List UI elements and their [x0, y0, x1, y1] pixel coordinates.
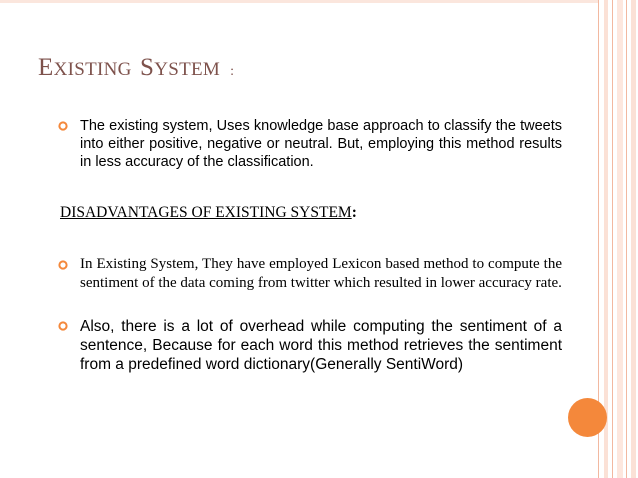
slide-title: [38, 46, 234, 83]
bullet-ring-icon: [58, 321, 68, 331]
bullet-ring-icon: [58, 260, 68, 270]
accent-circle: [568, 398, 607, 437]
decor-stripe: [612, 0, 613, 478]
section-heading-text: DISADVANTAGES OF EXISTING SYSTEM: [60, 204, 352, 221]
bullet-text: In Existing System, They have employed Lexicon based method to compute the sentiment of the data coming from twitter which resulted in lower accuracy rate.: [80, 256, 562, 291]
title-colon: :: [230, 64, 235, 79]
decor-stripe: [626, 0, 627, 478]
bullet-ring-icon: [58, 121, 68, 131]
title-rest: XISTING: [53, 59, 132, 80]
decor-stripe: [617, 0, 623, 478]
title-initial: E: [38, 54, 54, 81]
decor-stripe: [604, 0, 608, 478]
top-band: [0, 0, 598, 3]
section-heading-colon: :: [351, 204, 357, 221]
title-rest: YSTEM: [154, 59, 221, 80]
section-heading: [60, 204, 357, 222]
bullet-text: Also, there is a lot of overhead while computing the sentiment of a sentence, Because for each word this method retrieves the sentiment from a predefined word dictionary(Generally SentiWord): [80, 318, 562, 373]
bullet-text: The existing system, Uses knowledge base approach to classify the tweets into either positive, negative or neutral. But, employing this method results in less accuracy of the classification.: [80, 118, 562, 170]
title-initial: S: [139, 54, 155, 81]
decor-stripe: [631, 0, 636, 478]
